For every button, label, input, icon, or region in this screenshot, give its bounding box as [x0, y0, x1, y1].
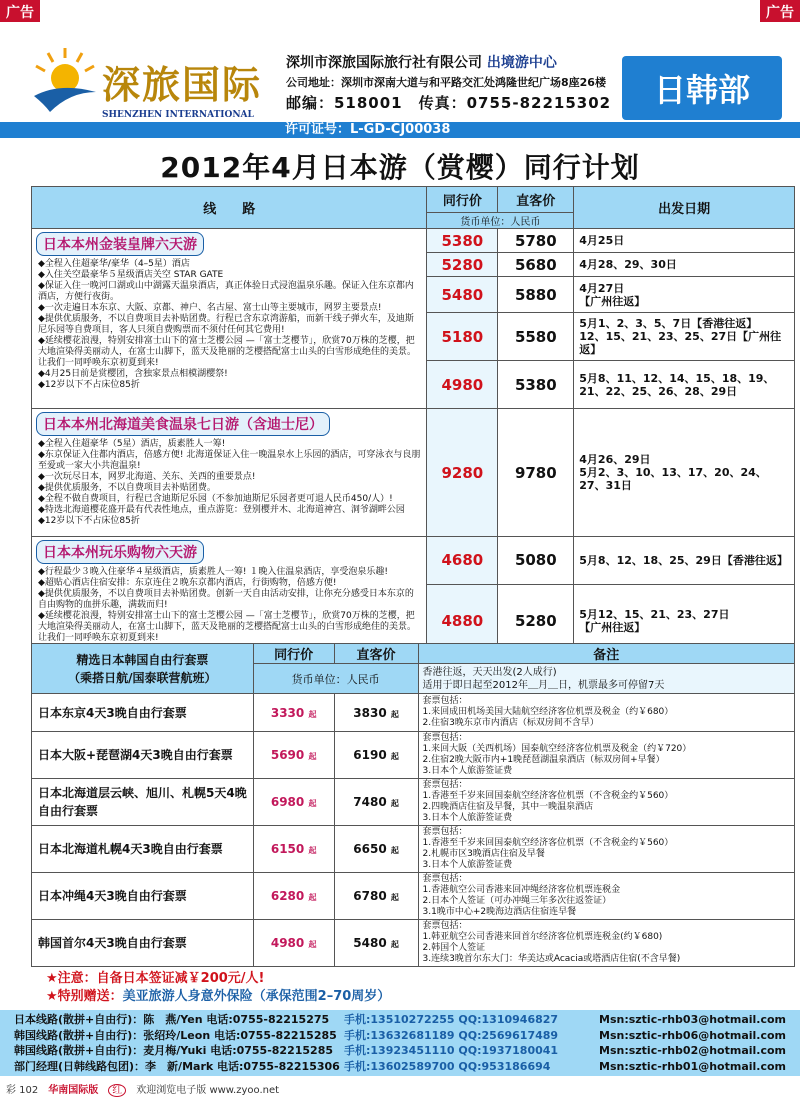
route-bullet: ◆特选北海道樱花盛开最有代表性地点，重点游览：登别樱并木、北海道神宫、洞爷湖畔公园 — [38, 505, 405, 515]
departure-dates: 4月26、29日 5月2、3、10、13、17、20、24、27、31日 — [574, 409, 795, 537]
peer-price: 5280 — [427, 253, 498, 277]
package-peer-price — [253, 779, 334, 826]
route-bullet: ◆超贴心酒店住宿安排：东京连住２晚东京都内酒店，行街购物，倍感方便! — [38, 578, 337, 588]
peer-price: 9280 — [427, 409, 498, 537]
direct-price: 9780 — [498, 409, 574, 537]
route-bullets — [32, 439, 426, 529]
package-note-line: 套票包括： — [422, 921, 468, 931]
route-cell — [32, 409, 427, 537]
contact-mobile-qq: 手机:13602589700 QQ:953186694 — [344, 1059, 551, 1073]
free-travel-table — [31, 643, 795, 967]
departure-dates: 4月25日 — [574, 229, 795, 253]
route-bullet: ◆一次玩尽日本，网罗北海道、关东、关西的重要景点! — [38, 472, 256, 482]
package-direct-header: 直客价 — [334, 644, 418, 664]
company-zip-fax: 邮编：518001 传真：0755-82215302 — [286, 94, 612, 112]
route-bullet: ◆4月25日前是赏樱团，含独家景点相模湖樱祭! — [38, 369, 228, 379]
package-peer-header: 同行价 — [253, 644, 334, 664]
price-from: 起 — [308, 893, 317, 902]
route-bullet: ◆延续樱花浪漫，特别安排富士山下的富士芝樱公园 —「富士芝樱节」，欣赏70万株的芝樱，把大地渲染得美丽动人，在富士山脚下，蓝天及艳丽的芝樱搭配富士山头的白雪形成绝佳的美景。让我们一同呼唤东京初夏到来! — [38, 336, 417, 368]
package-direct-price — [334, 873, 418, 920]
package-peer-price — [253, 694, 334, 732]
price-from: 起 — [308, 752, 317, 761]
route-title: 日本本州玩乐购物六天游 — [36, 540, 204, 564]
contact-name-phone: 韩国线路(散拼+自由行)：张绍玲/Leon 电话:0755-82215285 — [14, 1028, 337, 1042]
route-bullet: ◆行程最少３晚入住豪华４星级酒店，质素胜人一筹! １晚入住温泉酒店，享受泡泉乐趣! — [38, 567, 389, 577]
price-from: 起 — [308, 799, 317, 808]
route-cell — [32, 229, 427, 409]
package-direct-price — [334, 826, 418, 873]
departure-dates: 5月8、12、18、25、29日【香港往返】 — [574, 537, 795, 585]
route-bullet: ◆延续樱花浪漫，特别安排富士山下的富士芝樱公园 —「富士芝樱节」，欣赏70万株的芝樱，把大地渲染得美丽动人，在富士山脚下，蓝天及艳丽的芝樱搭配富士山头的白雪形成绝佳的美景。让我们一同呼唤东京初夏到来! — [38, 611, 417, 643]
peer-price: 4880 — [427, 584, 498, 657]
package-note-line: 3.日本个人旅游签证费 — [422, 813, 513, 823]
page-title: 2012年4月日本游（赏樱）同行计划 — [160, 151, 640, 184]
package-notes — [418, 779, 794, 826]
contact-msn: Msn:sztic-rhb01@hotmail.com — [599, 1059, 787, 1073]
route-bullet: ◆12岁以下不占床位85折 — [38, 380, 140, 390]
route-bullet: ◆保证入住一晚河口湖或山中湖露天温泉酒店，真正体验日式浸泡温泉乐趣。保证入住东京都内酒店，方便行夜街。 — [38, 281, 414, 302]
price-value: 6150 — [270, 842, 305, 856]
package-peer-price — [253, 873, 334, 920]
package-note-line: 3.连续3晚首尔东大门：华美达或Acacia或塔酒店住宿(不含早餐) — [422, 954, 681, 964]
note-visa: ★注意：自备日本签证减￥200元/人! — [46, 971, 265, 986]
route-bullet: ◆全程不做自费项目，行程已含迪斯尼乐园（不参加迪斯尼乐园者更可退人民币450/人）! — [38, 494, 393, 504]
package-note-line: 3.日本个人旅游签证费 — [422, 766, 513, 776]
company-logo — [30, 42, 280, 122]
package-name: 日本大阪+琵琶湖4天3晚自由行套票 — [32, 732, 254, 779]
package-currency-note: 货币单位：人民币 — [253, 664, 418, 694]
package-note-line: 2.日本个人签证（可办冲绳三年多次往返签证） — [422, 896, 612, 906]
package-note-line: 1.来回成田机场美国大陆航空经济客位机票及税金（约￥680） — [422, 707, 674, 717]
package-note-line: 2.住宿3晚东京市内酒店（标双房间不含早） — [422, 718, 599, 728]
price-from: 起 — [308, 940, 317, 949]
direct-price: 5880 — [498, 277, 574, 313]
price-value: 3830 — [353, 705, 387, 720]
package-notes — [418, 920, 794, 967]
package-notes-sub: 香港往返，天天出发(2人成行) 适用于即日起至2012年＿月＿日，机票最多可停留7天 — [418, 664, 794, 694]
price-from: 起 — [308, 709, 317, 719]
price-value: 6650 — [353, 842, 387, 856]
package-name: 日本东京4天3晚自由行套票 — [32, 694, 254, 732]
logo-text-en: SHENZHEN INTERNATIONAL — [102, 110, 254, 120]
direct-price: 5680 — [498, 253, 574, 277]
contact-mobile-qq: 手机:13923451110 QQ:1937180041 — [344, 1044, 559, 1057]
package-note-line: 2.四晚酒店住宿及早餐，其中一晚温泉酒店 — [422, 802, 594, 812]
contact-name-phone: 韩国线路(散拼+自由行)：麦月梅/Yuki 电话:0755-82215285 — [14, 1044, 334, 1057]
group-tour-table — [31, 186, 795, 658]
price-value: 7480 — [353, 795, 387, 809]
package-note-line: 1.香港航空公司香港来回冲绳经济客位机票连税金 — [422, 885, 621, 895]
price-from: 起 — [390, 709, 399, 719]
direct-price: 5780 — [498, 229, 574, 253]
direct-price: 5580 — [498, 313, 574, 361]
header — [0, 22, 800, 122]
price-from: 起 — [390, 893, 399, 902]
license-bar: 许可证号：L-GD-CJ00038 — [0, 122, 800, 138]
price-from: 起 — [308, 846, 317, 855]
route-bullet: ◆提供优质服务，不以自费项目去补贴团费。 — [38, 483, 216, 493]
departure-dates: 5月8、11、12、14、15、18、19、21、22、25、26、28、29日 — [574, 361, 795, 409]
package-name: 日本冲绳4天3晚自由行套票 — [32, 873, 254, 920]
package-note-line: 套票包括： — [422, 696, 468, 706]
package-note-line: 3.1晚市中心+2晚海边酒店住宿连早餐 — [422, 907, 577, 917]
peer-price: 4680 — [427, 537, 498, 585]
package-peer-price — [253, 920, 334, 967]
price-value: 6780 — [353, 889, 387, 903]
route-title: 日本本州金装皇牌六天游 — [36, 232, 204, 256]
logo-sun-icon — [30, 46, 100, 116]
package-note-line: 1.香港至千岁来回国泰航空经济客位机票（不含税金约￥560） — [422, 838, 674, 848]
price-value: 5690 — [270, 748, 305, 762]
price-value: 6280 — [270, 889, 305, 903]
contact-row — [14, 1059, 800, 1075]
departure-dates: 5月12、15、21、23、27日 【广州往返】 — [574, 584, 795, 657]
package-direct-price — [334, 779, 418, 826]
package-note-line: 1.韩亚航空公司香港来回首尔经济客位机票连税金(约￥680) — [422, 932, 663, 942]
package-note-line: 1.香港至千岁来回国泰航空经济客位机票（不含税金约￥560） — [422, 791, 674, 801]
contact-msn: Msn:sztic-rhb02@hotmail.com — [599, 1044, 787, 1057]
package-name: 日本北海道札幌4天3晚自由行套票 — [32, 826, 254, 873]
contact-name-phone: 日本线路(散拼+自由行)：陈 燕/Yen 电话:0755-82215275 — [14, 1013, 330, 1026]
route-bullet: ◆入住关空最豪华５星级酒店关空 STAR GATE — [38, 270, 224, 280]
package-name: 韩国首尔4天3晚自由行套票 — [32, 920, 254, 967]
package-notes — [418, 732, 794, 779]
package-note-line: 套票包括： — [422, 780, 468, 790]
contact-name-phone: 部门经理(日韩线路包团)：李 新/Mark 电话:0755-82215306 — [14, 1059, 340, 1073]
package-name: 日本北海道层云峡、旭川、札幌5天4晚自由行套票 — [32, 779, 254, 826]
notes — [46, 970, 390, 1006]
package-notes-header: 备注 — [418, 644, 794, 664]
contact-mobile-qq: 手机:13632681189 QQ:2569617489 — [344, 1028, 559, 1042]
contact-row — [14, 1028, 800, 1044]
price-from: 起 — [390, 940, 399, 949]
route-bullet: ◆东京保证入住都内酒店，倍感方便! 北海道保证入住一晚温泉水上乐园的酒店，可穿泳衣与良朋至爱或一家大小共泡温泉! — [38, 450, 421, 471]
departure-dates: 4月28、29、30日 — [574, 253, 795, 277]
price-value: 3330 — [270, 705, 305, 720]
package-note-line: 2.札幌市区3晚酒店住宿及早餐 — [422, 849, 545, 859]
price-from: 起 — [390, 752, 399, 761]
departure-dates: 4月27日 【广州往返】 — [574, 277, 795, 313]
route-bullet: ◆提供优质服务，不以自费项目去补贴团费。创新一天自由活动安排，让你充分感受日本东京的自由购物的血拼乐趣，满载而归! — [38, 589, 414, 610]
contact-row — [14, 1012, 800, 1028]
company-address: 公司地址：深圳市深南大道与和平路交汇处鸿隆世纪广场8座26楼 — [286, 76, 606, 89]
package-notes — [418, 826, 794, 873]
peer-price: 5480 — [427, 277, 498, 313]
price-value: 5480 — [353, 936, 387, 950]
price-value: 6980 — [270, 795, 305, 809]
price-value: 4980 — [270, 936, 305, 950]
package-direct-price — [334, 694, 418, 732]
direct-price: 5080 — [498, 537, 574, 585]
package-note-line: 套票包括： — [422, 733, 468, 743]
contact-msn: Msn:sztic-rhb06@hotmail.com — [599, 1028, 787, 1042]
ad-label-left: 广告 — [0, 0, 40, 22]
route-bullet: ◆提供优质服务，不以自费项目去补贴团费。行程已含东京湾游船，而新干线子弹火车，及迪斯尼乐园等自费项目，客人只须自费购票而不须付任何其它费用! — [38, 314, 414, 335]
departure-dates: 5月1、2、3、5、7日【香港往返】 12、15、21、23、25、27日【广州往返】 — [574, 313, 795, 361]
ad-label-right: 广告 — [760, 0, 800, 22]
peer-price: 5380 — [427, 229, 498, 253]
currency-note: 货币单位：人民币 — [427, 213, 574, 229]
package-name-header: 精选日本韩国自由行套票 （乘搭日航/国泰联营航班） — [32, 644, 254, 694]
package-direct-price — [334, 920, 418, 967]
route-cell — [32, 537, 427, 658]
package-peer-price — [253, 732, 334, 779]
logo-text-cn: 深旅国际 — [102, 63, 263, 107]
package-note-line: 套票包括： — [422, 827, 468, 837]
note-gift: ★特别赠送：美亚旅游人身意外保险（承保范围2–70周岁） — [46, 989, 391, 1004]
direct-price-header: 直客价 — [498, 187, 574, 213]
footer: 彩 102 华南国际版 红 欢迎浏览电子版 www.zyoo.net — [6, 1085, 280, 1096]
package-notes — [418, 873, 794, 920]
contact-msn: Msn:sztic-rhb03@hotmail.com — [599, 1013, 787, 1026]
route-title: 日本本州北海道美食温泉七日游（含迪士尼） — [36, 412, 330, 436]
package-note-line: 3.日本个人旅游签证费 — [422, 860, 513, 870]
price-value: 6190 — [353, 748, 387, 762]
route-bullets — [32, 259, 426, 393]
company-name: 深圳市深旅国际旅行社有限公司 出境游中心 — [286, 55, 557, 71]
route-bullet: ◆全程入住超豪华/豪华（4–5星）酒店 — [38, 259, 190, 269]
department-badge: 日韩部 — [622, 56, 782, 120]
route-bullet: ◆全程入住超豪华（5星）酒店，质素胜人一筹! — [38, 439, 226, 449]
package-note-line: 套票包括： — [422, 874, 468, 884]
peer-price: 5180 — [427, 313, 498, 361]
package-note-line: 2.韩国个人签证 — [422, 943, 486, 953]
dates-header: 出发日期 — [574, 187, 795, 229]
contact-row — [14, 1043, 800, 1059]
peer-price-header: 同行价 — [427, 187, 498, 213]
route-bullet: ◆12岁以下不占床位85折 — [38, 516, 140, 526]
contacts-bar — [0, 1010, 800, 1076]
direct-price: 5380 — [498, 361, 574, 409]
package-peer-price — [253, 826, 334, 873]
contact-mobile-qq: 手机:13510272255 QQ:1310946827 — [344, 1013, 559, 1026]
package-notes — [418, 694, 794, 732]
price-from: 起 — [390, 799, 399, 808]
package-note-line: 2.住宿2晚大阪市内+1晚琵琶湖温泉酒店（标双房间+早餐） — [422, 755, 665, 765]
peer-price: 4980 — [427, 361, 498, 409]
package-direct-price — [334, 732, 418, 779]
price-from: 起 — [390, 846, 399, 855]
route-bullet: ◆一次走遍日本东京、大阪、京都、神户、名古屋、富士山等主要城市，网罗主要景点! — [38, 303, 382, 313]
route-header: 线 路 — [32, 187, 427, 229]
package-note-line: 1.来回大阪（关西机场）国泰航空经济客位机票及税金（约￥720） — [422, 744, 692, 754]
direct-price: 5280 — [498, 584, 574, 657]
